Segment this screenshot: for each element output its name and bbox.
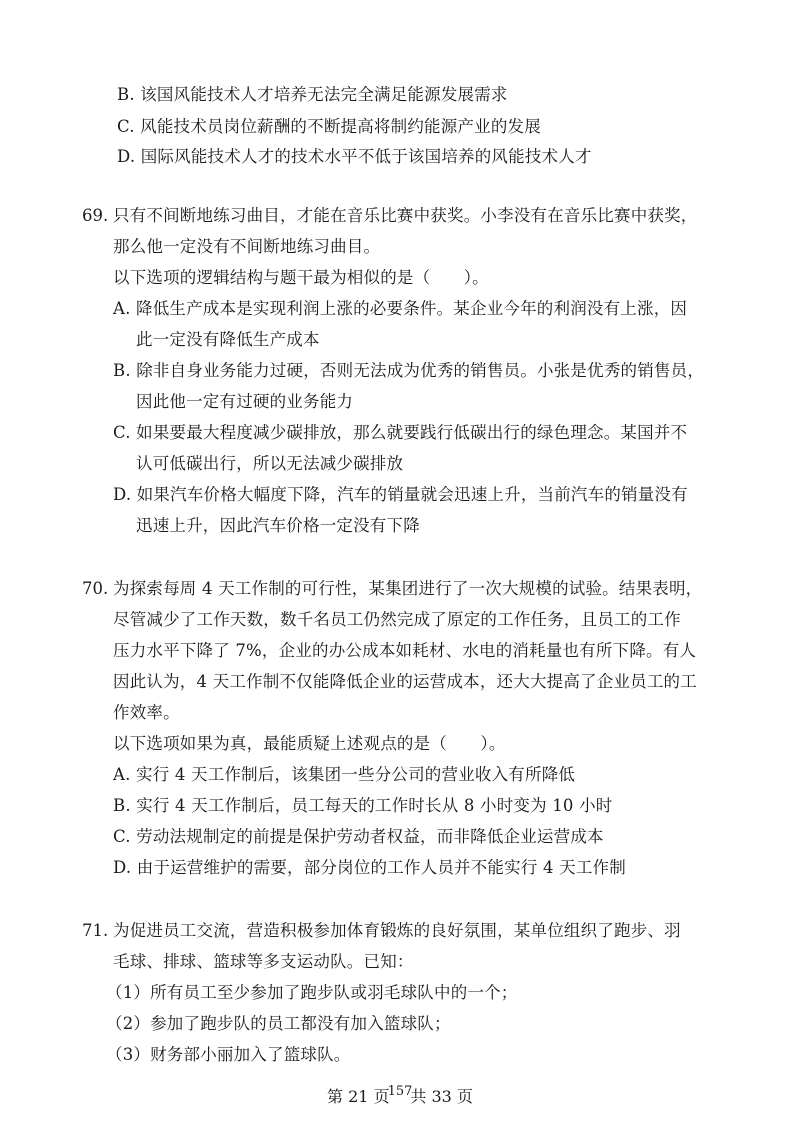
q69-option-b-line2: 因此他一定有过硬的业务能力 — [136, 392, 354, 411]
footer-page-number: 第 21 页 — [327, 1087, 390, 1106]
q68-option-b: B. 该国风能技术人才培养无法完全满足能源发展需求 — [117, 85, 508, 104]
q69-option-c-line2: 认可低碳出行，所以无法减少碳排放 — [136, 454, 404, 473]
q70-option-c: C. 劳动法规制定的前提是保护劳动者权益，而非降低企业运营成本 — [113, 827, 604, 846]
q69-stem-line1: 只有不间断地练习曲目，才能在音乐比赛中获奖。小李没有在音乐比赛中获奖， — [113, 206, 698, 225]
q70-question: 以下选项如果为真，最能质疑上述观点的是（ ）。 — [113, 734, 506, 753]
q69-option-d-line2: 迅速上升，因此汽车价格一定没有下降 — [136, 516, 420, 535]
q70-number: 70. — [82, 579, 109, 598]
q69-option-b-line1: B. 除非自身业务能力过硬，否则无法成为优秀的销售员。小张是优秀的销售员， — [113, 361, 705, 380]
q71-condition-1: （1）所有员工至少参加了跑步队或羽毛球队中的一个； — [106, 983, 518, 1002]
page-stamp-number: 157 — [387, 1084, 413, 1099]
footer-total-pages: 共 33 页 — [410, 1087, 473, 1106]
q69-number: 69. — [82, 206, 109, 225]
q70-stem-line4: 因此认为，4 天工作制不仅能降低企业的运营成本，还大大提高了企业员工的工 — [113, 672, 697, 691]
q69-question: 以下选项的逻辑结构与题干最为相似的是（ ）。 — [113, 268, 489, 287]
q71-stem-line1: 为促进员工交流，营造积极参加体育锻炼的良好氛围，某单位组织了跑步、羽 — [113, 921, 681, 940]
q71-condition-2: （2）参加了跑步队的员工都没有加入篮球队； — [106, 1014, 451, 1033]
q71-condition-3: （3）财务部小丽加入了篮球队。 — [106, 1045, 351, 1064]
q69-option-a-line2: 此一定没有降低生产成本 — [136, 330, 320, 349]
q70-stem-line2: 尽管减少了工作天数，数千名员工仍然完成了原定的工作任务，且员工的工作 — [113, 610, 681, 629]
q70-stem-line5: 作效率。 — [113, 703, 180, 722]
q70-stem-line3: 压力水平下降了 7%，企业的办公成本如耗材、水电的消耗量也有所下降。有人 — [113, 641, 697, 660]
q70-option-b: B. 实行 4 天工作制后，员工每天的工作时长从 8 小时变为 10 小时 — [113, 796, 613, 815]
q71-stem-line2: 毛球、排球、篮球等多支运动队。已知： — [113, 952, 414, 971]
q69-option-a-line1: A. 降低生产成本是实现利润上涨的必要条件。某企业今年的利润没有上涨，因 — [113, 299, 688, 318]
q70-stem-line1: 为探索每周 4 天工作制的可行性，某集团进行了一次大规模的试验。结果表明， — [113, 579, 703, 598]
q68-option-c: C. 风能技术员岗位薪酬的不断提高将制约能源产业的发展 — [117, 117, 541, 136]
q70-option-d: D. 由于运营维护的需要，部分岗位的工作人员并不能实行 4 天工作制 — [113, 858, 626, 877]
q71-number: 71. — [82, 921, 109, 940]
q70-option-a: A. 实行 4 天工作制后，该集团一些分公司的营业收入有所降低 — [113, 765, 576, 784]
q69-option-d-line1: D. 如果汽车价格大幅度下降，汽车的销量就会迅速上升，当前汽车的销量没有 — [113, 485, 688, 504]
q69-option-c-line1: C. 如果要最大程度减少碳排放，那么就要践行低碳出行的绿色理念。某国并不 — [113, 423, 688, 442]
q69-stem-line2: 那么他一定没有不间断地练习曲目。 — [113, 237, 381, 256]
q68-option-d: D. 国际风能技术人才的技术水平不低于该国培养的风能技术人才 — [117, 147, 592, 166]
page-footer — [0, 1086, 800, 1110]
